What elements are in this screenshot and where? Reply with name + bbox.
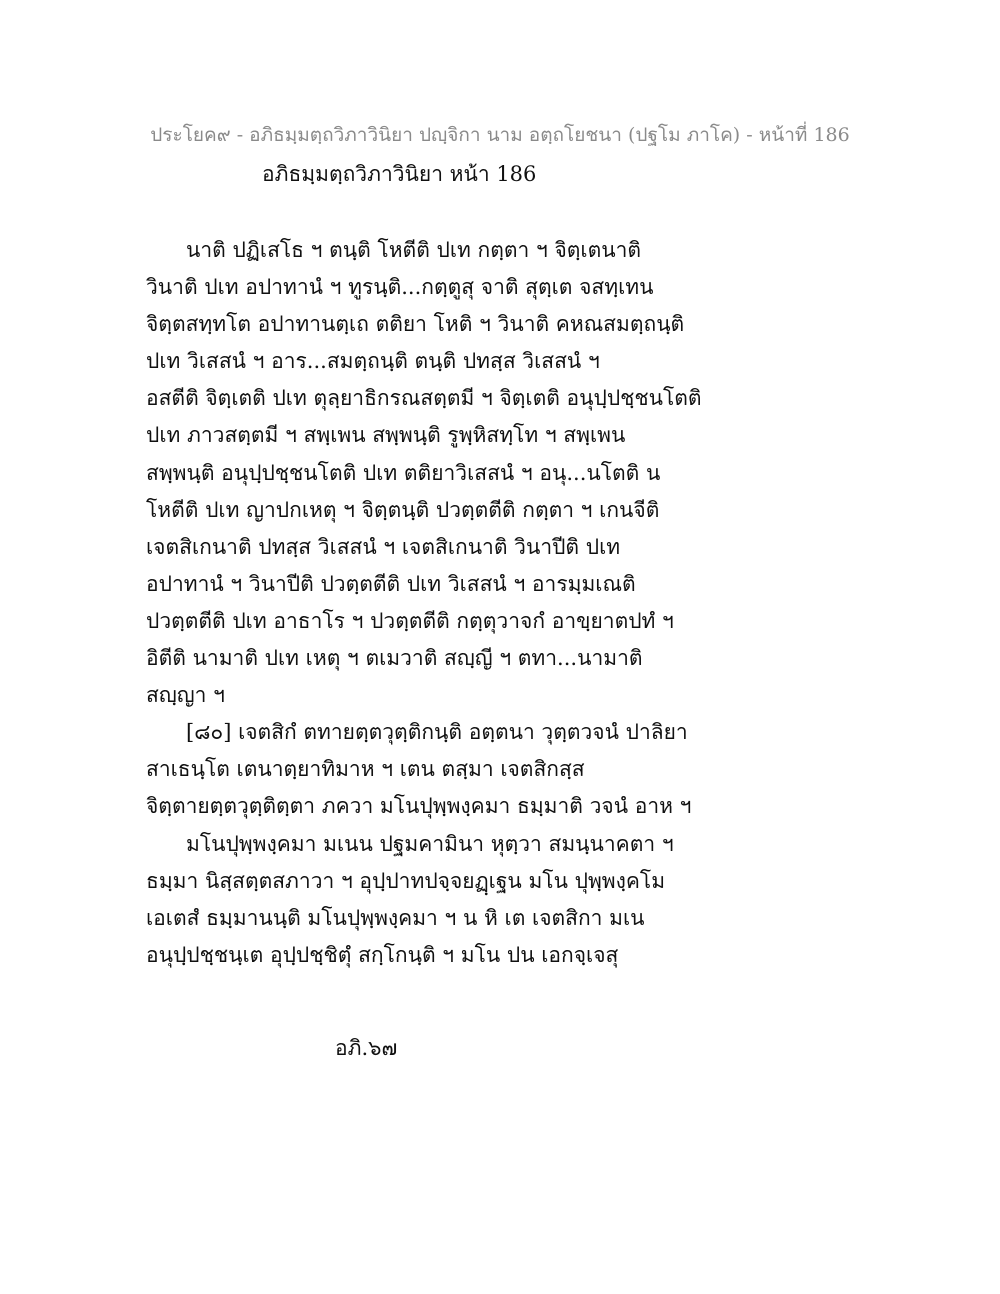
text-line: เจตสิเกนาติ ปทสฺส วิเสสนํ ฯ เจตสิเกนาติ วินาปีติ ปเท [146,534,621,559]
text-line: ปเท ภาวสตฺตมี ฯ สพฺเพน สพฺพนฺติ รูพฺหิสทฺโท ฯ สพฺเพน [146,423,626,448]
text-line: สพฺพนฺติ อนุปฺปชฺชนโตติ ปเท ตติยาวิเสสนํ ฯ อนุ...นโตติ น [146,460,661,485]
text-line: จิตฺตายตฺตวุตฺติตฺตา ภควา มโนปุพฺพงฺคมา ธมฺมาติ วจนํ อาห ฯ [146,794,692,819]
text-line: อนุปฺปชฺชนฺเต อุปฺปชฺชิตุํ สกฺโกนฺติ ฯ มโน ปน เอกจฺเจสุ [146,942,619,967]
text-line: สาเธนฺโต เตนาตฺยาทิมาห ฯ เตน ตสฺมา เจตสิกสฺส [146,757,585,782]
running-header-text: ประโยค๙ - อภิธมฺมตฺถวิภาวินิยา ปญฺจิกา นาม อตฺถโยชนา (ปฐโม ภาโค) - หน้าที่ 186 [150,124,850,146]
text-line: ปวตฺตตีติ ปเท อาธาโร ฯ ปวตฺตตีติ กตฺตุวาจกํ อาขฺยาตปทํ ฯ [146,608,674,633]
text-line: สญฺญา ฯ [146,683,225,708]
text-line: อปาทานํ ฯ วินาปีติ ปวตฺตตีติ ปเท วิเสสนํ ฯ อารมฺมเณติ [146,571,636,596]
text-line: อิตีติ นามาติ ปเท เหตุ ฯ ตเมวาติ สญฺญี ฯ ตทา...นามาติ [146,646,643,671]
running-header [0,120,1000,150]
text-line: ธมฺมา นิสฺสตฺตสภาวา ฯ อุปฺปาทปจฺจยฏฺเฐน มโน ปุพฺพงฺคโม [146,868,666,893]
page-footer-marker: อภิ.๖๗ [335,1036,398,1060]
text-line: ปเท วิเสสนํ ฯ อาร...สมตฺถนฺติ ตนฺติ ปทสฺส วิเสสนํ ฯ [146,349,600,374]
text-line: เอเตสํ ธมฺมานนฺติ มโนปุพฺพงฺคมา ฯ น หิ เต เจตสิกา มเน [146,905,645,930]
text-line: จิตฺตสทฺทโต อปาทานตฺเถ ตติยา โหติ ฯ วินาติ คหณสมตฺถนฺติ [146,312,685,337]
text-line: [๘๐] เจตสิกํ ตทายตฺตวุตฺติกนฺติ อตฺตนา วุตฺตวจนํ ปาลิยา [186,720,688,745]
text-line: โหตีติ ปเท ญาปกเหตุ ฯ จิตฺตนฺติ ปวตฺตตีติ กตฺตา ฯ เกนจีติ [146,497,660,522]
page-title: อภิธมฺมตฺถวิภาวินิยา หน้า 186 [262,162,537,186]
body-text [146,232,866,974]
text-line: อสตีติ จิตฺเตติ ปเท ตุลฺยาธิกรณสตฺตมี ฯ จิตฺเตติ อนุปฺปชฺชนโตติ [146,386,702,411]
text-line: มโนปุพฺพงฺคมา มเนน ปฐมคามินา หุตฺวา สมนฺนาคตา ฯ [186,831,674,856]
text-line: นาติ ปฏิเสโธ ฯ ตนฺติ โหตีติ ปเท กตฺตา ฯ จิตฺเตนาติ [186,238,641,262]
text-line: วินาติ ปเท อปาทานํ ฯ ทูรนฺติ...กตฺตูสุ จาติ สุตฺเต จสทฺเทน [146,275,654,300]
